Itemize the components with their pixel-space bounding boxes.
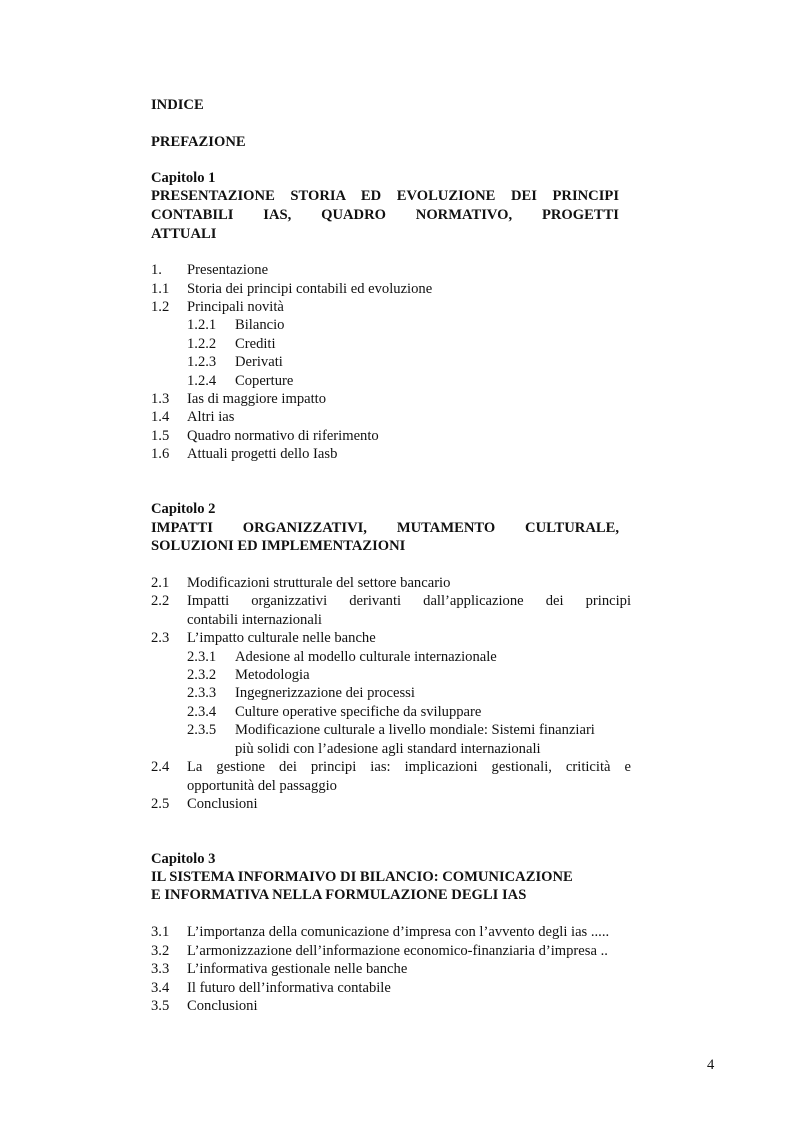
- toc-number: 3.5: [151, 998, 170, 1014]
- toc-entry: La gestione dei principi ias: implicazioni gestionali, criticità e: [187, 759, 631, 775]
- toc-number: 1.2.2: [187, 336, 217, 352]
- toc-number: 1.2.3: [187, 354, 217, 370]
- toc-entry: L’armonizzazione dell’informazione economico-finanziaria d’impresa ..: [187, 943, 608, 959]
- toc-entry: L’informativa gestionale nelle banche: [187, 961, 408, 977]
- toc-entry: Crediti: [235, 336, 276, 352]
- toc-entry: Derivati: [235, 354, 283, 370]
- toc-entry-continuation: più solidi con l’adesione agli standard internazionali: [235, 741, 541, 757]
- toc-number: 1.3: [151, 391, 170, 407]
- toc-number: 1.2: [151, 299, 170, 315]
- toc-number: 3.3: [151, 961, 170, 977]
- toc-entry: Principali novità: [187, 299, 284, 315]
- toc-entry: Modificazione culturale a livello mondiale: Sistemi finanziari: [235, 722, 595, 738]
- toc-number: 2.3.5: [187, 722, 217, 738]
- toc-number: 2.3.1: [187, 649, 217, 665]
- toc-entry: Culture operative specifiche da sviluppare: [235, 704, 482, 720]
- toc-entry: Storia dei principi contabili ed evoluzione: [187, 281, 433, 297]
- toc-number: 1.2.1: [187, 317, 217, 333]
- toc-entry: L’importanza della comunicazione d’impresa con l’avvento degli ias .....: [187, 924, 610, 940]
- toc-number: 2.1: [151, 575, 170, 591]
- toc-number: 1.2.4: [187, 373, 217, 389]
- toc-entry: Presentazione: [187, 262, 269, 278]
- chapter-1-label: Capitolo 1: [151, 170, 216, 186]
- toc-entry: Ingegnerizzazione dei processi: [235, 685, 415, 701]
- toc-number: 1.6: [151, 446, 170, 462]
- page-number: 4: [707, 1057, 715, 1073]
- chapter-1-title-line-2: CONTABILI IAS, QUADRO NORMATIVO, PROGETTI: [151, 207, 619, 223]
- toc-number: 1.: [151, 262, 162, 278]
- toc-entry: Coperture: [235, 373, 294, 389]
- toc-number: 2.2: [151, 593, 170, 609]
- toc-entry-continuation: opportunità del passaggio: [187, 778, 337, 794]
- chapter-2-title-line-1: IMPATTI ORGANIZZATIVI, MUTAMENTO CULTURALE,: [151, 520, 619, 536]
- toc-entry: Modificazioni strutturale del settore bancario: [187, 575, 451, 591]
- toc-number: 3.1: [151, 924, 170, 940]
- index-title: INDICE: [151, 97, 204, 113]
- toc-entry: Attuali progetti dello Iasb: [187, 446, 338, 462]
- toc-entry: Metodologia: [235, 667, 310, 683]
- toc-entry: Bilancio: [235, 317, 285, 333]
- toc-number: 1.5: [151, 428, 170, 444]
- toc-entry: L’impatto culturale nelle banche: [187, 630, 376, 646]
- chapter-2-label: Capitolo 2: [151, 501, 216, 517]
- toc-entry: Quadro normativo di riferimento: [187, 428, 379, 444]
- toc-entry: Impatti organizzativi derivanti dall’applicazione dei principi: [187, 593, 631, 609]
- toc-number: 2.3.2: [187, 667, 217, 683]
- toc-entry: Ias di maggiore impatto: [187, 391, 327, 407]
- toc-number: 2.4: [151, 759, 170, 775]
- chapter-1-title-line-3: ATTUALI: [151, 226, 217, 242]
- toc-number: 3.2: [151, 943, 170, 959]
- toc-entry: Conclusioni: [187, 998, 258, 1014]
- preface-heading: PREFAZIONE: [151, 134, 246, 150]
- toc-number: 2.3: [151, 630, 170, 646]
- chapter-3-label: Capitolo 3: [151, 851, 216, 867]
- chapter-3-title-line-2: E INFORMATIVA NELLA FORMULAZIONE DEGLI IAS: [151, 887, 527, 903]
- chapter-3-title-line-1: IL SISTEMA INFORMAIVO DI BILANCIO: COMUNICAZIONE: [151, 869, 573, 885]
- toc-number: 2.3.4: [187, 704, 217, 720]
- toc-number: 2.5: [151, 796, 170, 812]
- toc-number: 3.4: [151, 980, 170, 996]
- toc-entry-continuation: contabili internazionali: [187, 612, 322, 628]
- toc-number: 2.3.3: [187, 685, 217, 701]
- toc-entry: Adesione al modello culturale internazionale: [235, 649, 497, 665]
- chapter-1-title-line-1: PRESENTAZIONE STORIA ED EVOLUZIONE DEI PRINCIPI: [151, 188, 619, 204]
- toc-number: 1.1: [151, 281, 170, 297]
- chapter-2-title-line-2: SOLUZIONI ED IMPLEMENTAZIONI: [151, 538, 406, 554]
- toc-entry: Il futuro dell’informativa contabile: [187, 980, 391, 996]
- toc-entry: Altri ias: [187, 409, 235, 425]
- toc-entry: Conclusioni: [187, 796, 258, 812]
- toc-number: 1.4: [151, 409, 170, 425]
